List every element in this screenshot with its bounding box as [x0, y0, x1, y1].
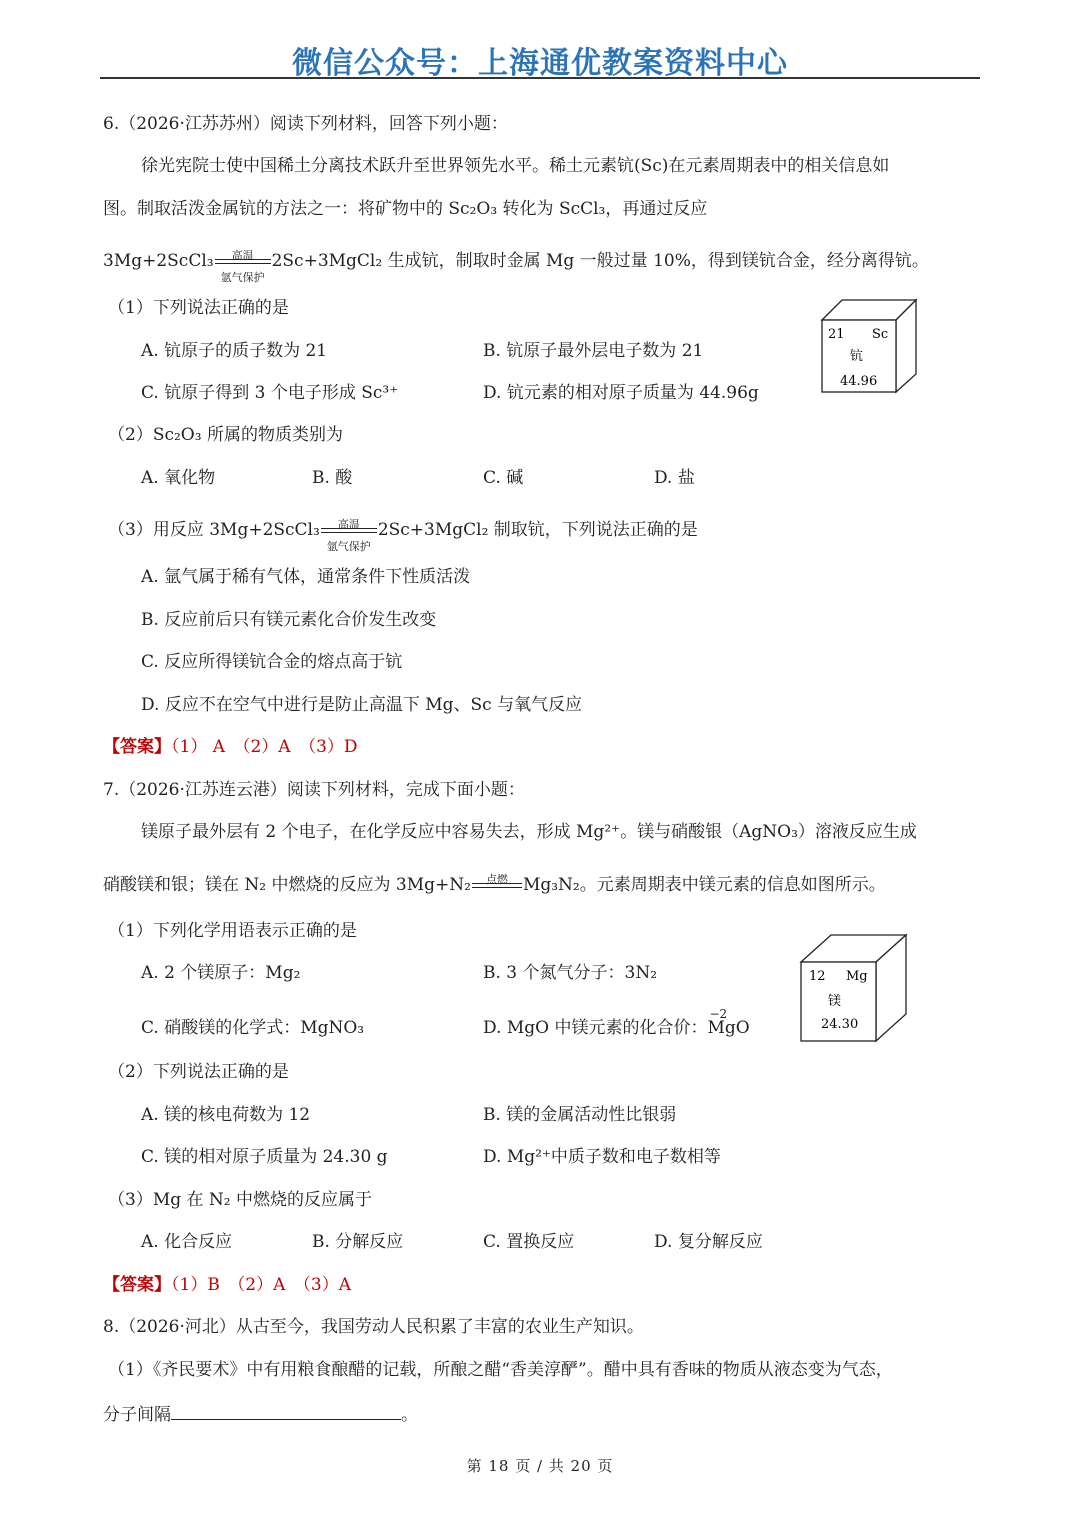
q7-sub1-option-b: B. 3 个氮气分子：3N₂ [483, 963, 658, 983]
q7-sub1-option-c: C. 硝酸镁的化学式：MgNO₃ [141, 1018, 365, 1038]
valence-mark: −2 [709, 1007, 728, 1021]
q6-reaction-condition [215, 248, 271, 284]
q6-reaction-products: 2Sc+3MgCl₂ 生成钪，制取时金属 Mg 一般过量 10%，得到镁钪合金，经分离得钪。 [271, 251, 929, 271]
q8-sub1-line-1: （1）《齐民要术》中有用粮食酿醋的记载，所酿之醋“香美淳酽”。醋中具有香味的物质从液态变为气态， [108, 1360, 893, 1380]
q6-sub3-option-c: C. 反应所得镁钪合金的熔点高于钪 [141, 652, 403, 672]
q6-condition-top: 高温 [231, 248, 254, 262]
q7-sub2-option-a: A. 镁的核电荷数为 12 [141, 1105, 311, 1125]
q6-answer [103, 736, 358, 758]
q6-sub2-option-b: B. 酸 [312, 468, 353, 488]
q6-sub1-option-b: B. 钪原子最外层电子数为 21 [483, 341, 704, 361]
sc-symbol: Sc [872, 327, 889, 342]
q6-sub2: （2）Sc₂O₃ 所属的物质类别为 [108, 425, 343, 445]
q6-sub3-condition-top: 高温 [337, 517, 360, 531]
q6-sub3-option-d: D. 反应不在空气中进行是防止高温下 Mg、Sc 与氧气反应 [141, 695, 583, 715]
q8-sub1-line-2 [103, 1401, 418, 1426]
q6-answer-label: 【答案】 [103, 737, 171, 757]
q6-sub1-option-d: D. 钪元素的相对原子质量为 44.96g [483, 383, 759, 403]
q8-sub1-line-2-left: 分子间隔 [103, 1405, 171, 1425]
q7-sub3-option-d: D. 复分解反应 [654, 1232, 763, 1252]
mg-atomic-mass: 24.30 [821, 1017, 859, 1032]
q7-condition-top: 点燃 [485, 872, 508, 886]
q7-sub2-option-c: C. 镁的相对原子质量为 24.30 g [141, 1147, 388, 1167]
q6-sub3 [108, 517, 698, 553]
q7-sub2: （2）下列说法正确的是 [108, 1062, 289, 1082]
element-tile-mg [798, 932, 910, 1048]
q6-sub1-option-a: A. 钪原子的质子数为 21 [141, 341, 328, 361]
header-title: 微信公众号：上海通优教案资料中心 [292, 46, 788, 81]
q6-sub2-option-a: A. 氧化物 [141, 468, 216, 488]
q7-answer [103, 1274, 351, 1296]
q7-material-line-1: 镁原子最外层有 2 个电子，在化学反应中容易失去，形成 Mg²⁺。镁与硝酸银（AgNO₃）溶液反应生成 [141, 822, 917, 842]
q7-sub2-option-b: B. 镁的金属活动性比银弱 [483, 1105, 677, 1125]
valence-formula-text: MgO [707, 1018, 750, 1038]
q7-answer-label: 【答案】 [103, 1275, 171, 1295]
q7-sub1-option-a: A. 2 个镁原子：Mg₂ [141, 963, 301, 983]
sc-atomic-mass: 44.96 [840, 374, 878, 389]
q8-sub1-line-2-right: 。 [401, 1405, 418, 1425]
q7-sub3: （3）Mg 在 N₂ 中燃烧的反应属于 [108, 1190, 373, 1210]
mg-name: 镁 [828, 994, 842, 1009]
q6-material-line-1: 徐光宪院士使中国稀土分离技术跃升至世界领先水平。稀土元素钪(Sc)在元素周期表中的相关信息如 [141, 156, 890, 176]
q7-sub1-option-d [483, 1007, 750, 1039]
q6-sub3-condition [321, 517, 377, 553]
q7-sub1: （1）下列化学用语表示正确的是 [108, 921, 357, 941]
page-footer: 第 18 页 / 共 20 页 [466, 1457, 614, 1475]
equals-sign [321, 528, 377, 533]
q6-answer-text: （1） A （2）A （3）D [171, 737, 358, 757]
element-tile-sc [818, 296, 920, 398]
mg-symbol: Mg [846, 969, 868, 984]
q7-reaction-right: Mg₃N₂。元素周期表中镁元素的信息如图所示。 [522, 875, 886, 895]
q7-sub2-option-d: D. Mg²⁺中质子数和电子数相等 [483, 1147, 721, 1167]
header-divider [100, 77, 980, 79]
q7-reaction-condition [472, 872, 522, 897]
q6-sub3-option-b: B. 反应前后只有镁元素化合价发生改变 [141, 610, 437, 630]
q6-sub3-option-a: A. 氩气属于稀有气体，通常条件下性质活泼 [141, 567, 471, 587]
q6-sub2-option-c: C. 碱 [483, 468, 524, 488]
q6-sub3-text-left: （3）用反应 3Mg+2ScCl₃ [108, 520, 320, 540]
equals-sign [215, 259, 271, 264]
sc-atomic-number: 21 [828, 327, 845, 342]
q8-stem: 8.（2026·河北）从古至今，我国劳动人民积累了丰富的农业生产知识。 [103, 1317, 644, 1337]
mg-atomic-number: 12 [809, 969, 826, 984]
equals-sign [472, 883, 522, 888]
sc-name: 钪 [850, 349, 864, 364]
q7-sub3-option-c: C. 置换反应 [483, 1232, 575, 1252]
q6-material-line-2: 图。制取活泼金属钪的方法之一：将矿物中的 Sc₂O₃ 转化为 ScCl₃，再通过反应 [103, 199, 708, 219]
q7-material-line-2 [103, 874, 886, 897]
valence-formula [707, 1007, 750, 1039]
q6-sub1: （1）下列说法正确的是 [108, 298, 289, 318]
q6-sub3-condition-bottom: 氩气保护 [326, 539, 371, 553]
q6-sub3-text-right: 2Sc+3MgCl₂ 制取钪，下列说法正确的是 [377, 520, 698, 540]
answer-blank[interactable] [171, 1401, 401, 1420]
q6-reaction-reactants: 3Mg+2ScCl₃ [103, 251, 214, 271]
q7-sub3-option-b: B. 分解反应 [312, 1232, 404, 1252]
q7-reaction-left: 硝酸镁和银；镁在 N₂ 中燃烧的反应为 3Mg+N₂ [103, 875, 471, 895]
q7-sub1-option-d-text: D. MgO 中镁元素的化合价： [483, 1018, 708, 1038]
q6-stem: 6.（2026·江苏苏州）阅读下列材料，回答下列小题： [103, 114, 508, 134]
q7-stem: 7.（2026·江苏连云港）阅读下列材料，完成下面小题： [103, 780, 525, 800]
q6-condition-bottom: 氩气保护 [220, 270, 265, 284]
q6-reaction-line [103, 248, 929, 284]
q6-sub1-option-c: C. 钪原子得到 3 个电子形成 Sc³⁺ [141, 383, 399, 403]
q7-answer-text: （1）B （2）A （3）A [171, 1275, 351, 1295]
q6-sub2-option-d: D. 盐 [654, 468, 695, 488]
q7-sub3-option-a: A. 化合反应 [141, 1232, 233, 1252]
